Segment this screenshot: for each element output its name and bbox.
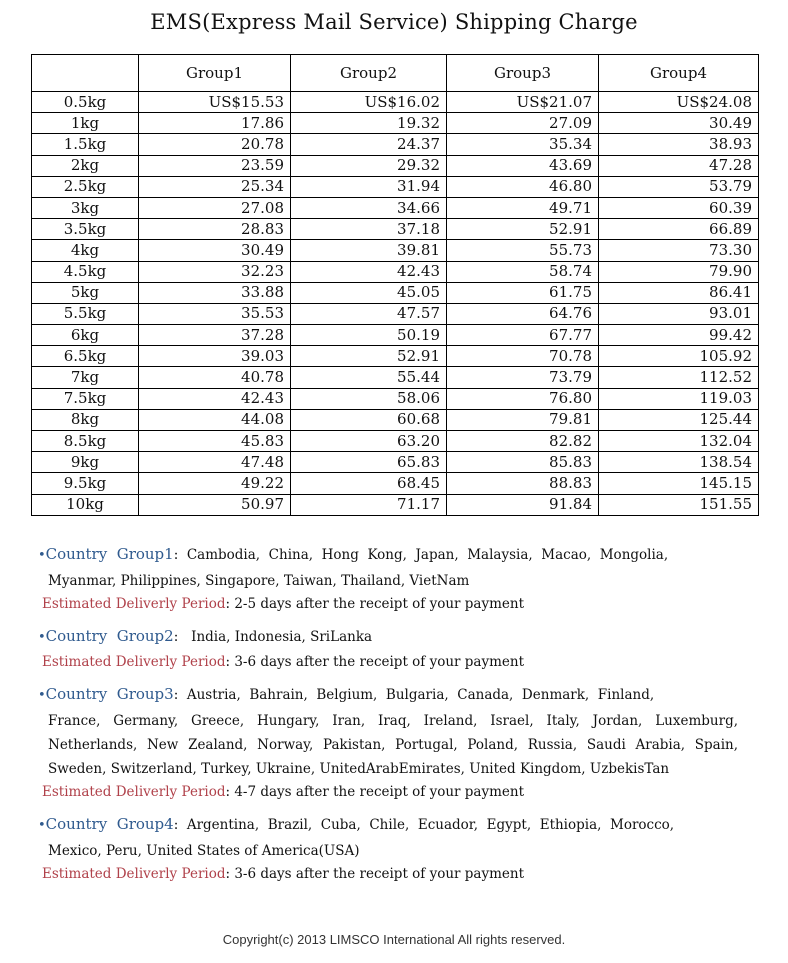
country-list	[38, 623, 738, 651]
country-group-label: Country Group1	[45, 545, 174, 563]
price-cell: 17.86	[139, 113, 291, 134]
weight-cell: 4kg	[32, 240, 139, 261]
weight-cell: 1.5kg	[32, 134, 139, 155]
weight-cell: 5kg	[32, 282, 139, 303]
weight-cell: 3kg	[32, 197, 139, 218]
page-title: EMS(Express Mail Service) Shipping Charge	[150, 10, 638, 34]
price-cell: 99.42	[599, 325, 759, 346]
weight-cell: 1kg	[32, 113, 139, 134]
price-cell: 151.55	[599, 494, 759, 515]
price-cell: 73.79	[447, 367, 599, 388]
table-row	[32, 325, 759, 346]
delivery-period	[38, 593, 738, 615]
table-row	[32, 431, 759, 452]
price-cell: 30.49	[599, 113, 759, 134]
price-cell: 45.83	[139, 431, 291, 452]
table-row	[32, 409, 759, 430]
table-row	[32, 176, 759, 197]
price-cell: 43.69	[447, 155, 599, 176]
bullet-icon: •	[38, 630, 46, 645]
price-cell: 28.83	[139, 219, 291, 240]
price-cell: 82.82	[447, 431, 599, 452]
table-row	[32, 155, 759, 176]
weight-cell: 2kg	[32, 155, 139, 176]
price-cell: 63.20	[291, 431, 447, 452]
delivery-period-label: Estimated Deliverly Period	[42, 654, 226, 670]
price-cell: 76.80	[447, 388, 599, 409]
table-row	[32, 113, 759, 134]
price-cell: 20.78	[139, 134, 291, 155]
price-cell: 132.04	[599, 431, 759, 452]
header-group1: Group1	[139, 55, 291, 92]
price-cell: 49.71	[447, 197, 599, 218]
delivery-period-label: Estimated Deliverly Period	[42, 784, 226, 800]
price-cell: 52.91	[291, 346, 447, 367]
delivery-period-text: : 3-6 days after the receipt of your payment	[225, 654, 525, 670]
price-cell: 55.44	[291, 367, 447, 388]
price-cell: 86.41	[599, 282, 759, 303]
price-cell: 38.93	[599, 134, 759, 155]
price-cell: 24.37	[291, 134, 447, 155]
table-row	[32, 346, 759, 367]
price-cell: 27.08	[139, 197, 291, 218]
delivery-period-label: Estimated Deliverly Period	[42, 866, 226, 882]
price-cell: 33.88	[139, 282, 291, 303]
price-cell: 42.43	[139, 388, 291, 409]
price-cell: 105.92	[599, 346, 759, 367]
weight-cell: 5.5kg	[32, 303, 139, 324]
table-row	[32, 452, 759, 473]
table-row	[32, 303, 759, 324]
country-list-first-line: : India, Indonesia, SriLanka	[173, 629, 373, 645]
price-cell: 44.08	[139, 409, 291, 430]
country-list-continued: Myanmar, Philippines, Singapore, Taiwan, Thailand, VietNam	[48, 573, 470, 589]
price-cell: 47.57	[291, 303, 447, 324]
price-cell: 112.52	[599, 367, 759, 388]
price-cell: 60.39	[599, 197, 759, 218]
delivery-period-text: : 2-5 days after the receipt of your payment	[225, 596, 525, 612]
table-row	[32, 134, 759, 155]
weight-cell: 7.5kg	[32, 388, 139, 409]
price-cell: 53.79	[599, 176, 759, 197]
country-groups-notes	[38, 541, 738, 893]
table-row	[32, 473, 759, 494]
table-row	[32, 240, 759, 261]
price-cell: 50.19	[291, 325, 447, 346]
price-cell: 31.94	[291, 176, 447, 197]
price-cell: 64.76	[447, 303, 599, 324]
weight-cell: 8.5kg	[32, 431, 139, 452]
copyright-text: Copyright(c) 2013 LIMSCO International All rights reserved.	[222, 932, 566, 947]
country-list-continued: France, Germany, Greece, Hungary, Iran, Iraq, Ireland, Israel, Italy, Jordan, Luxemburg, Netherlands, New Zealand, Norway, Pakistan, Portugal, Poland, Russia, Saudi Arabia, Spain, Sweden, Switzerland, Turkey, Ukraine, UnitedArabEmirates, United Kingdom, UzbekisTan	[48, 713, 738, 777]
table-row	[32, 494, 759, 515]
price-cell: 45.05	[291, 282, 447, 303]
weight-cell: 8kg	[32, 409, 139, 430]
table-row	[32, 219, 759, 240]
bullet-icon: •	[38, 688, 46, 703]
shipping-rate-table	[31, 54, 759, 516]
weight-cell: 9kg	[32, 452, 139, 473]
price-cell: 79.90	[599, 261, 759, 282]
price-cell: 32.23	[139, 261, 291, 282]
price-cell: 55.73	[447, 240, 599, 261]
price-cell: 46.80	[447, 176, 599, 197]
country-group-label: Country Group3	[45, 685, 174, 703]
header-group4: Group4	[599, 55, 759, 92]
table-header-row	[32, 55, 759, 92]
price-cell: 37.28	[139, 325, 291, 346]
header-group2: Group2	[291, 55, 447, 92]
bullet-icon: •	[38, 818, 46, 833]
price-cell: US$21.07	[447, 92, 599, 113]
price-cell: 71.17	[291, 494, 447, 515]
table-row	[32, 367, 759, 388]
price-cell: 138.54	[599, 452, 759, 473]
country-list	[38, 811, 738, 863]
price-cell: 125.44	[599, 409, 759, 430]
price-cell: 47.28	[599, 155, 759, 176]
country-group-label: Country Group4	[45, 815, 174, 833]
header-weight	[32, 55, 139, 92]
country-group-block	[38, 681, 738, 803]
price-cell: 79.81	[447, 409, 599, 430]
price-cell: 65.83	[291, 452, 447, 473]
price-cell: 93.01	[599, 303, 759, 324]
country-list-first-line: : Cambodia, China, Hong Kong, Japan, Malaysia, Macao, Mongolia,	[173, 547, 669, 563]
country-list	[38, 541, 738, 593]
price-cell: 60.68	[291, 409, 447, 430]
country-group-block	[38, 811, 738, 885]
price-cell: 35.53	[139, 303, 291, 324]
price-cell: 88.83	[447, 473, 599, 494]
price-cell: 70.78	[447, 346, 599, 367]
country-group-block	[38, 541, 738, 615]
price-cell: 42.43	[291, 261, 447, 282]
price-cell: 61.75	[447, 282, 599, 303]
table-body	[32, 92, 759, 516]
table-row	[32, 282, 759, 303]
price-cell: 19.32	[291, 113, 447, 134]
price-cell: 68.45	[291, 473, 447, 494]
weight-cell: 6.5kg	[32, 346, 139, 367]
price-cell: 50.97	[139, 494, 291, 515]
price-cell: 35.34	[447, 134, 599, 155]
price-cell: US$16.02	[291, 92, 447, 113]
weight-cell: 0.5kg	[32, 92, 139, 113]
price-cell: 29.32	[291, 155, 447, 176]
delivery-period	[38, 651, 738, 673]
price-cell: US$15.53	[139, 92, 291, 113]
price-cell: 66.89	[599, 219, 759, 240]
weight-cell: 7kg	[32, 367, 139, 388]
delivery-period-label: Estimated Deliverly Period	[42, 596, 226, 612]
groups-container	[38, 541, 738, 885]
price-cell: 145.15	[599, 473, 759, 494]
price-cell: US$24.08	[599, 92, 759, 113]
table-row	[32, 388, 759, 409]
delivery-period-text: : 4-7 days after the receipt of your payment	[225, 784, 525, 800]
weight-cell: 9.5kg	[32, 473, 139, 494]
price-cell: 67.77	[447, 325, 599, 346]
price-cell: 119.03	[599, 388, 759, 409]
bullet-icon: •	[38, 548, 46, 563]
price-cell: 39.03	[139, 346, 291, 367]
weight-cell: 2.5kg	[32, 176, 139, 197]
price-cell: 40.78	[139, 367, 291, 388]
price-cell: 34.66	[291, 197, 447, 218]
price-cell: 49.22	[139, 473, 291, 494]
country-group-block	[38, 623, 738, 673]
price-cell: 73.30	[599, 240, 759, 261]
price-cell: 37.18	[291, 219, 447, 240]
delivery-period-text: : 3-6 days after the receipt of your payment	[225, 866, 525, 882]
table-row	[32, 92, 759, 113]
header-group3: Group3	[447, 55, 599, 92]
price-cell: 91.84	[447, 494, 599, 515]
price-cell: 27.09	[447, 113, 599, 134]
country-list-first-line: : Austria, Bahrain, Belgium, Bulgaria, Canada, Denmark, Finland,	[173, 687, 655, 703]
price-cell: 47.48	[139, 452, 291, 473]
price-cell: 58.74	[447, 261, 599, 282]
country-list	[38, 681, 738, 781]
price-cell: 30.49	[139, 240, 291, 261]
country-group-label: Country Group2	[45, 627, 174, 645]
table-row	[32, 261, 759, 282]
delivery-period	[38, 863, 738, 885]
country-list-continued: Mexico, Peru, United States of America(USA)	[48, 843, 360, 859]
weight-cell: 4.5kg	[32, 261, 139, 282]
delivery-period	[38, 781, 738, 803]
weight-cell: 3.5kg	[32, 219, 139, 240]
country-list-first-line: : Argentina, Brazil, Cuba, Chile, Ecuador, Egypt, Ethiopia, Morocco,	[173, 817, 675, 833]
price-cell: 25.34	[139, 176, 291, 197]
price-cell: 39.81	[291, 240, 447, 261]
weight-cell: 6kg	[32, 325, 139, 346]
price-cell: 85.83	[447, 452, 599, 473]
price-cell: 52.91	[447, 219, 599, 240]
table-row	[32, 197, 759, 218]
weight-cell: 10kg	[32, 494, 139, 515]
price-cell: 58.06	[291, 388, 447, 409]
price-cell: 23.59	[139, 155, 291, 176]
